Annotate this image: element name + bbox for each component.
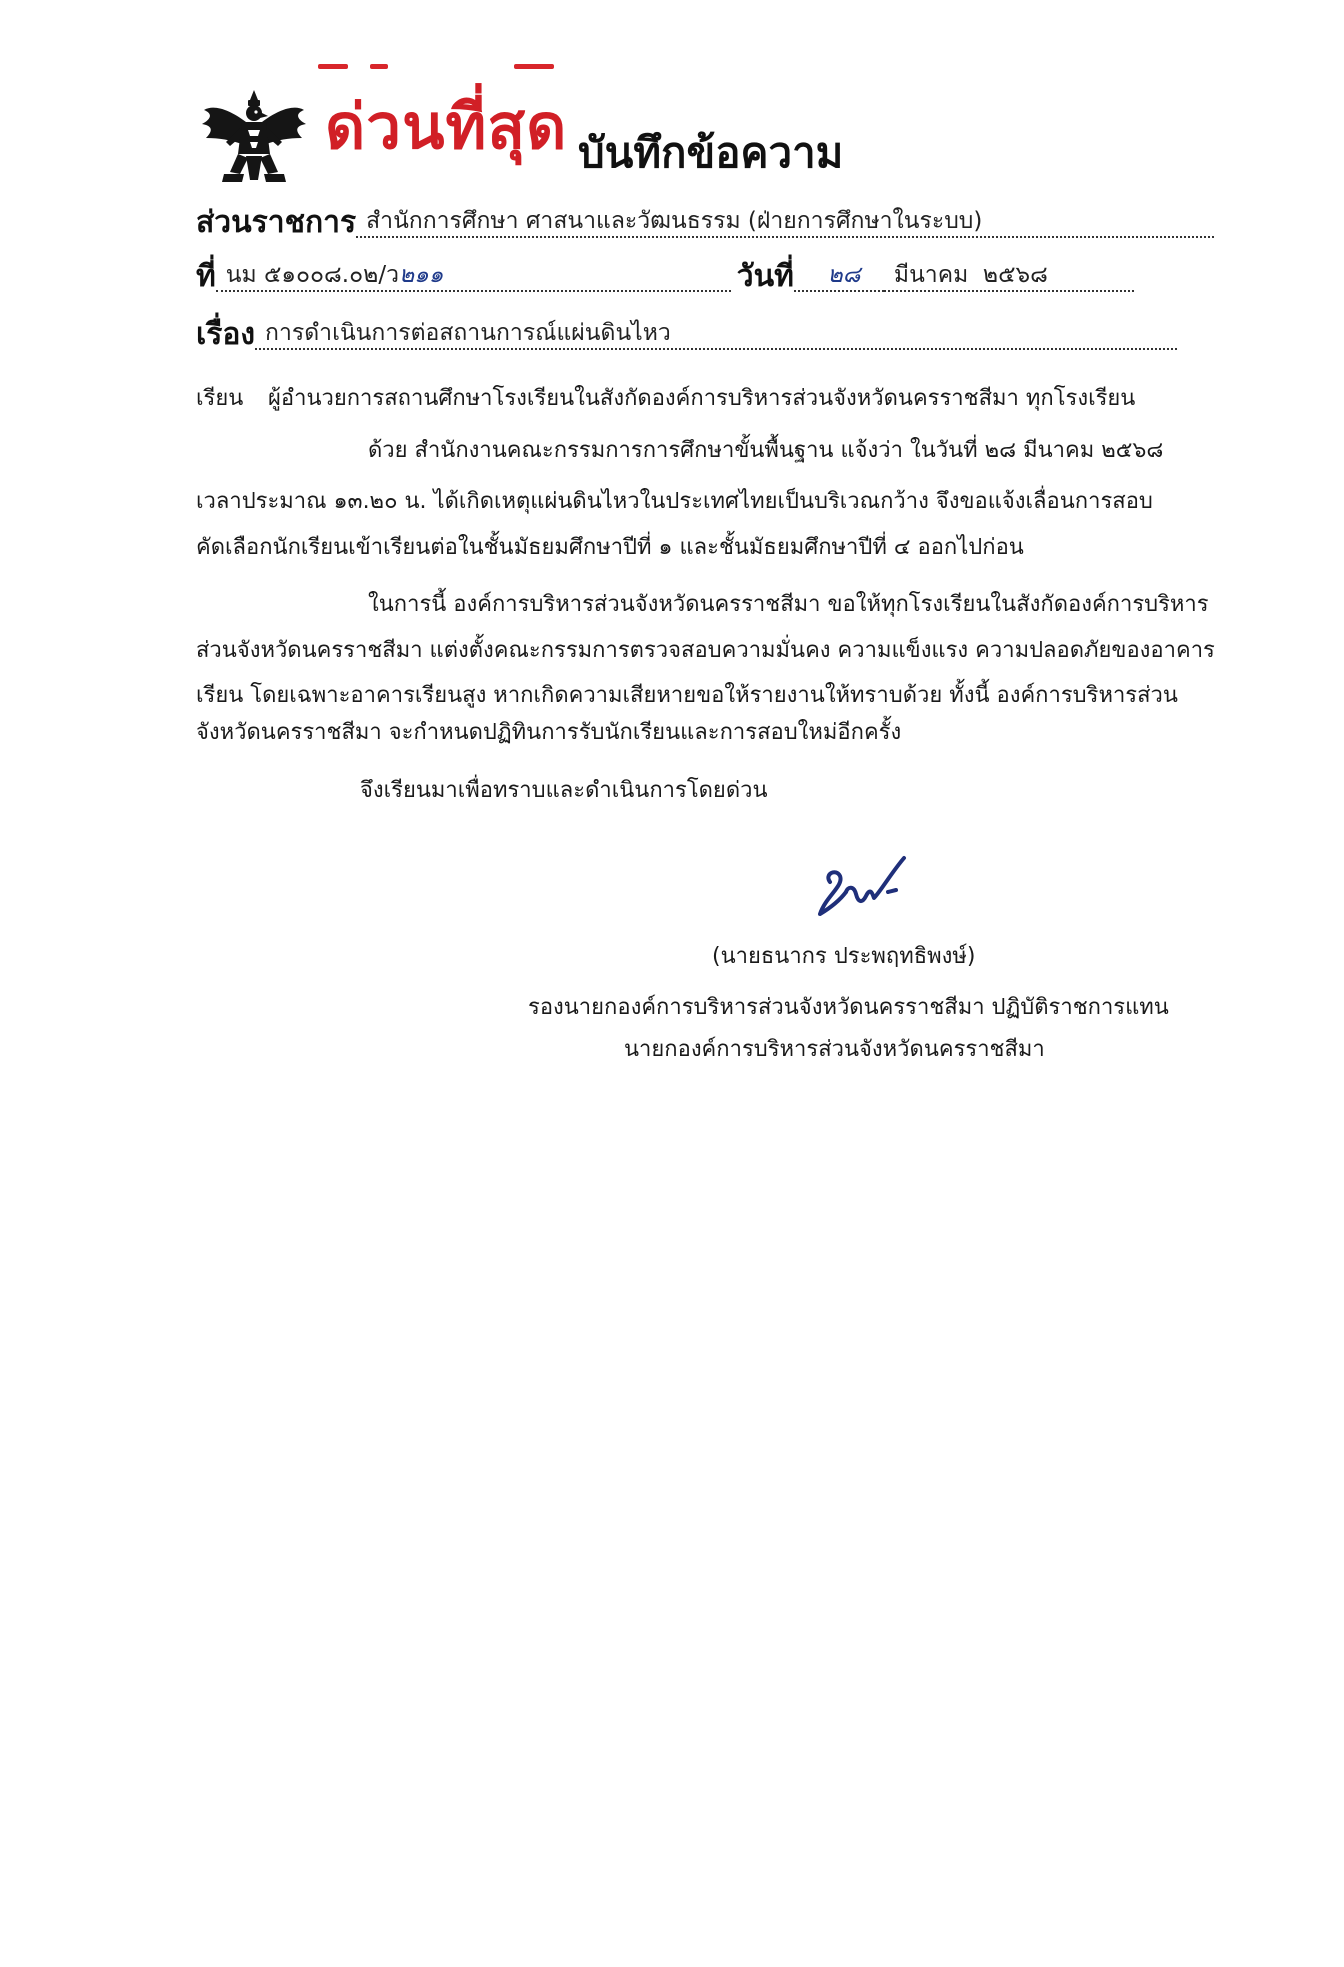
subject-label: เรื่อง — [196, 317, 256, 353]
date-month: มีนาคม — [893, 262, 969, 288]
urgent-stamp: ด่วนที่สุด — [325, 90, 568, 163]
agency-label: ส่วนราชการ — [196, 205, 357, 241]
signatory-position: รองนายกองค์การบริหารส่วนจังหวัดนครราชสีมา ปฏิบัติราชการแทน — [528, 995, 1169, 1020]
reference-row — [196, 259, 1134, 295]
paragraph2-line: ในการนี้ องค์การบริหารส่วนจังหวัดนครราชสีมา ขอให้ทุกโรงเรียนในสังกัดองค์การบริหาร — [368, 592, 1209, 617]
paragraph2-line: จังหวัดนครราชสีมา จะกำหนดปฏิทินการรับนักเรียนและการสอบใหม่อีกครั้ง — [196, 720, 902, 745]
signatory-position: นายกองค์การบริหารส่วนจังหวัดนครราชสีมา — [624, 1037, 1045, 1062]
date-month-year — [884, 262, 1134, 292]
stamp-edge-mark — [318, 64, 558, 70]
salutation-text: ผู้อำนวยการสถานศึกษาโรงเรียนในสังกัดองค์การบริหารส่วนจังหวัดนครราชสีมา ทุกโรงเรียน — [268, 386, 1136, 411]
reference-prefix: นม ๕๑๐๐๘.๐๒/ว — [225, 262, 399, 288]
paragraph2-line: เรียน โดยเฉพาะอาคารเรียนสูง หากเกิดความเสียหายขอให้รายงานให้ทราบด้วย ทั้งนี้ องค์การบริหารส่วน — [196, 683, 1178, 708]
date-day-handwritten: ๒๘ — [794, 262, 884, 292]
salutation-label: เรียน — [196, 386, 244, 411]
agency-row — [196, 205, 1214, 241]
date-year: ๒๕๖๘ — [982, 262, 1048, 288]
paragraph1-line: เวลาประมาณ ๑๓.๒๐ น. ได้เกิดเหตุแผ่นดินไหวในประเทศไทยเป็นบริเวณกว้าง จึงขอแจ้งเลื่อนการสอบ — [196, 489, 1153, 514]
paragraph1-line: คัดเลือกนักเรียนเข้าเรียนต่อในชั้นมัธยมศึกษาปีที่ ๑ และชั้นมัธยมศึกษาปีที่ ๔ ออกไปก่อน — [196, 535, 1024, 560]
memo-title: บันทึกข้อความ — [578, 128, 844, 177]
closing-line: จึงเรียนมาเพื่อทราบและดำเนินการโดยด่วน — [360, 778, 768, 803]
date-label: วันที่ — [736, 259, 794, 295]
paragraph2-line: ส่วนจังหวัดนครราชสีมา แต่งตั้งคณะกรรมการตรวจสอบความมั่นคง ความแข็งแรง ความปลอดภัยของอาคาร — [196, 638, 1215, 663]
agency-value: สำนักการศึกษา ศาสนาและวัฒนธรรม (ฝ่ายการศึกษาในระบบ) — [356, 208, 1214, 238]
subject-value: การดำเนินการต่อสถานการณ์แผ่นดินไหว — [255, 320, 1177, 350]
reference-label: ที่ — [196, 259, 216, 295]
paragraph1-line: ด้วย สำนักงานคณะกรรมการการศึกษาขั้นพื้นฐาน แจ้งว่า ในวันที่ ๒๘ มีนาคม ๒๕๖๘ — [368, 438, 1164, 463]
signatory-name: (นายธนากร ประพฤทธิพงษ์) — [712, 944, 976, 969]
reference-number-handwritten: ๒๑๑ — [398, 262, 444, 288]
subject-row — [196, 317, 1177, 353]
reference-value — [216, 262, 731, 292]
garuda-emblem-icon — [200, 88, 308, 188]
handwritten-signature — [800, 852, 920, 928]
